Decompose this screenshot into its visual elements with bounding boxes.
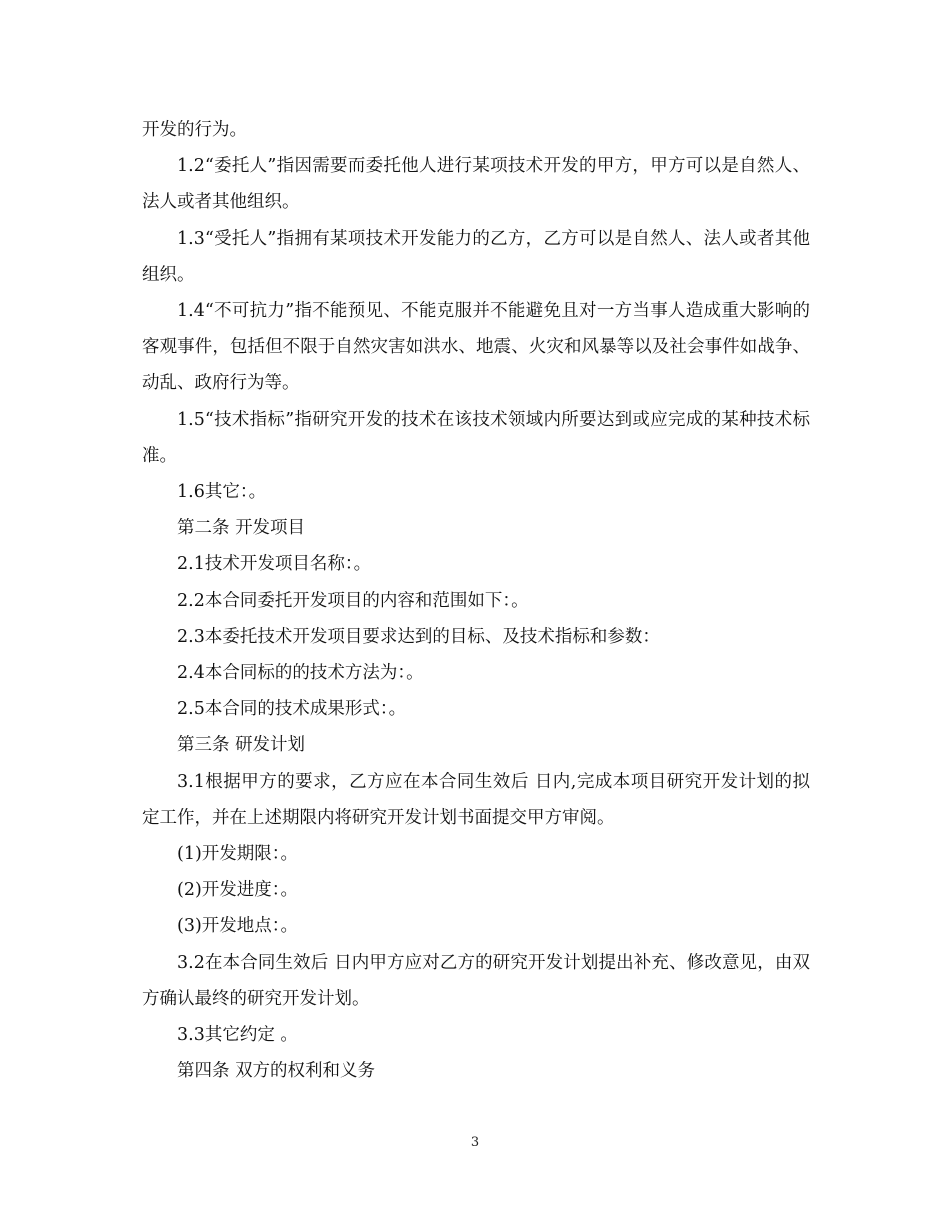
paragraph: (3)开发地点：。 [177,916,299,937]
paragraph: 2.5本合同的技术成果形式：。 [177,699,407,720]
paragraph: 1.4“不可抗力”指不能预见、不能克服并不能避免且对一方当事人造成重大影响的客观事件，包括但不限于自然灾害如洪水、地震、火灾和风暴等以及社会事件如战争、动乱、政府行为等。 [142,301,810,394]
paragraph: 2.4本合同标的的技术方法为：。 [177,663,424,684]
paragraph: 1.2“委托人”指因需要而委托他人进行某项技术开发的甲方，甲方可以是自然人、法人或者其他组织。 [142,156,810,213]
page-number: 3 [470,1135,480,1150]
paragraph: 3.1根据甲方的要求，乙方应在本合同生效后 日内,完成本项目研究开发计划的拟定工作，并在上述期限内将研究开发计划书面提交甲方审阅。 [142,771,810,828]
paragraph: 1.5“技术指标”指研究开发的技术在该技术领域内所要达到或应完成的某种技术标准。 [142,409,810,466]
paragraph: 2.2本合同委托开发项目的内容和范围如下：。 [177,590,529,611]
paragraph: 1.3“受托人”指拥有某项技术开发能力的乙方，乙方可以是自然人、法人或者其他组织。 [142,228,810,285]
section-heading: 第三条 研发计划 [177,735,306,756]
paragraph: 3.3其它约定 。 [177,1025,298,1046]
paragraph: 3.2在本合同生效后 日内甲方应对乙方的研究开发计划提出补充、修改意见，由双方确认最终的研究开发计划。 [142,952,810,1009]
paragraph: 2.1技术开发项目名称：。 [177,554,372,575]
paragraph: (1)开发期限：。 [177,844,299,865]
paragraph: 开发的行为。 [142,120,247,140]
paragraph: 1.6其它：。 [177,482,267,503]
document-body [142,112,810,1089]
paragraph: 2.3本委托技术开发项目要求达到的目标、及技术指标和参数： [177,626,660,647]
paragraph: (2)开发进度：。 [177,880,299,901]
section-heading: 第四条 双方的权利和义务 [177,1061,376,1082]
section-heading: 第二条 开发项目 [177,518,306,539]
